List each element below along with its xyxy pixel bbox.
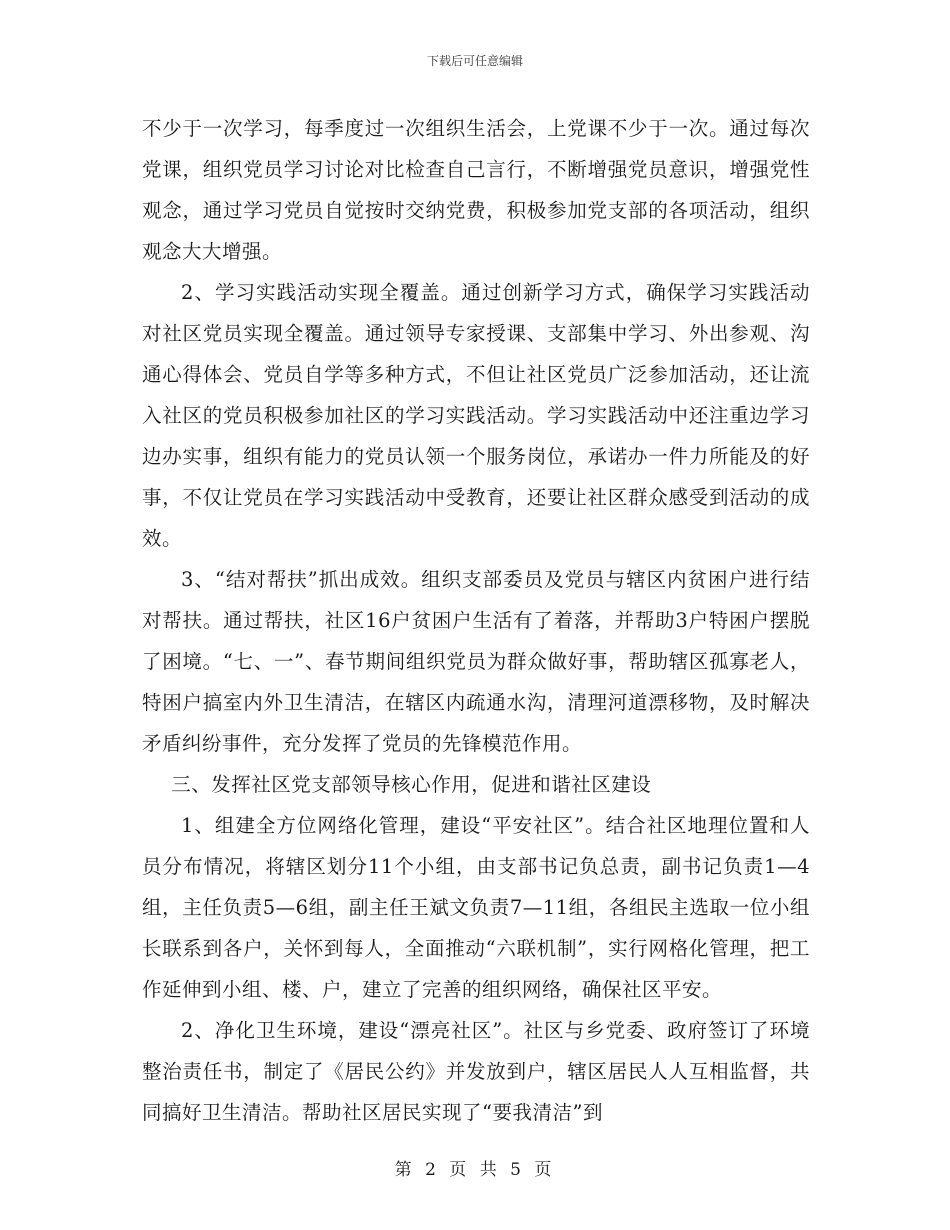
document-body (142, 108, 810, 1133)
section-heading-3: 三、发挥社区党支部领导核心作用，促进和谐社区建设 (171, 773, 652, 796)
paragraph-section3-item-1: 1、组建全方位网络化管理，建设“平安社区”。结合社区地理位置和人员分布情况，将辖区划分11个小组，由支部书记负总责，副书记负责1—4组，主任负责5—6组，副主任王斌文负责7—11组，各组民主选取一位小组长联系到各户，关怀到每人，全面推动“六联机制”，实行网格化管理，把工作延伸到小组、楼、户，建立了完善的组织网络，确保社区平安。 (142, 814, 810, 1001)
page-number-footer: 第 2 页 共 5 页 (394, 1160, 556, 1180)
page-header: 下载后可任意编辑 (426, 54, 523, 68)
paragraph-item-2: 2、学习实践活动实现全覆盖。通过创新学习方式，确保学习实践活动对社区党员实现全覆盖。通过领导专家授课、支部集中学习、外出参观、沟通心得体会、党员自学等多种方式，不但让社区党员广泛参加活动，还让流入社区的党员积极参加社区的学习实践活动。学习实践活动中还注重边学习边办实事，组织有能力的党员认领一个服务岗位，承诺办一件力所能及的好事，不仅让党员在学习实践活动中受教育，还要让社区群众感受到活动的成效。 (142, 281, 810, 550)
paragraph-continuation: 不少于一次学习，每季度过一次组织生活会，上党课不少于一次。通过每次党课，组织党员学习讨论对比检查自己言行，不断增强党员意识，增强党性观念，通过学习党员自觉按时交纳党费，积极参加党支部的各项活动，组织观念大大增强。 (142, 117, 810, 263)
paragraph-item-3: 3、“结对帮扶”抓出成效。组织支部委员及党员与辖区内贫困户进行结对帮扶。通过帮扶，社区16户贫困户生活有了着落，并帮助3户特困户摆脱了困境。“七、一”、春节期间组织党员为群众做好事，帮助辖区孤寡老人，特困户搞室内外卫生清洁，在辖区内疏通水沟，清理河道漂移物，及时解决矛盾纠纷事件，充分发挥了党员的先锋模范作用。 (142, 568, 810, 755)
paragraph-section3-item-2: 2、净化卫生环境，建设“漂亮社区”。社区与乡党委、政府签订了环境整治责任书，制定了《居民公约》并发放到户，辖区居民人人互相监督，共同搞好卫生清洁。帮助社区居民实现了“要我清洁”到 (142, 1019, 810, 1124)
